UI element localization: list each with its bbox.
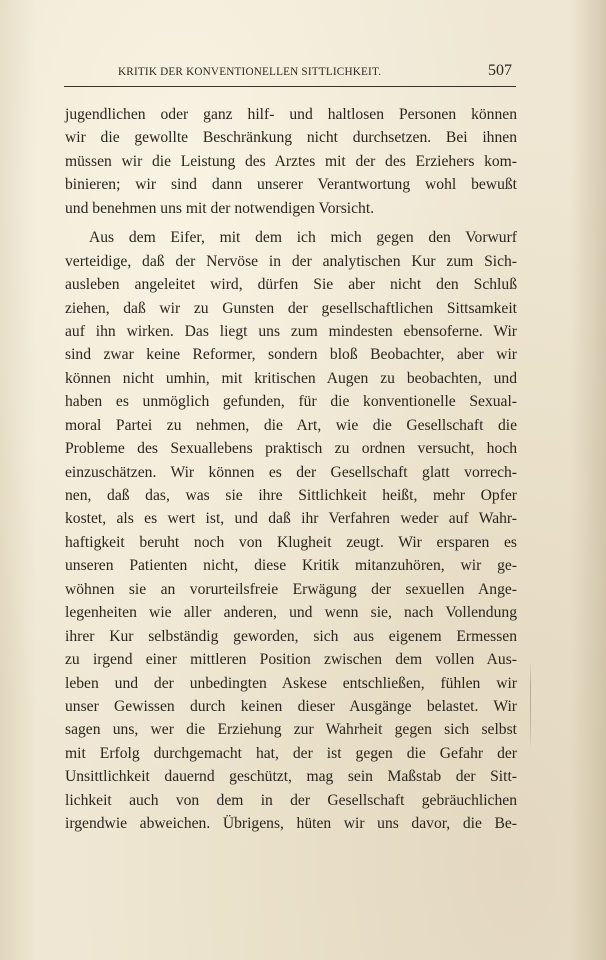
text-line: müssen wir die Leistung des Arztes mit der des Erziehers kom- (65, 152, 517, 170)
running-head (64, 62, 516, 87)
running-title: KRITIK DER KONVENTIONELLEN SITTLICHKEIT. (118, 66, 382, 78)
text-line: zu irgend einer mittleren Position zwischen dem vollen Aus- (65, 651, 517, 669)
text-line: unseren Patienten nicht, diese Kritik mitanzuhören, wir ge- (65, 557, 517, 575)
text-line: und benehmen uns mit der notwendigen Vorsicht. (65, 199, 375, 217)
text-line: nen, daß das, was sie ihre Sittlichkeit heißt, mehr Opfer (65, 487, 517, 504)
text-line: haben es unmöglich gefunden, für die konventionelle Sexual- (65, 393, 517, 411)
paragraph (65, 103, 517, 220)
text-line: auf ihn wirken. Das liegt uns zum mindesten ebensoferne. Wir (65, 322, 517, 340)
text-line: unser Gewissen durch keinen dieser Ausgänge belastet. Wir (65, 697, 517, 715)
text-line: haftigkeit beruht noch von Klugheit zeugt. Wir ersparen es (65, 533, 517, 551)
text-line: binieren; wir sind dann unserer Verantwortung wohl bewußt (65, 176, 517, 194)
text-line: moral Partei zu nehmen, die Art, wie die Gesellschaft die (65, 416, 517, 434)
text-line: wöhnen sie an vorurteilsfreie Erwägung der sexuellen Ange- (65, 580, 517, 598)
text-line: wir die gewollte Beschränkung nicht durchsetzen. Bei ihnen (65, 129, 517, 147)
text-line: legenheiten wie aller anderen, und wenn sie, nach Vollendung (65, 604, 517, 622)
margin-pencil-mark (530, 660, 531, 750)
page-number: 507 (488, 62, 512, 79)
text-line: einzuschätzen. Wir können es der Gesellschaft glatt vorrech- (65, 463, 517, 481)
text-line: können nicht umhin, mit kritischen Augen zu beobachten, und (65, 369, 517, 387)
text-line: sagen uns, wer die Erziehung zur Wahrheit gegen sich selbst (65, 721, 517, 739)
paragraph (65, 226, 517, 835)
text-line: sind zwar keine Reformer, sondern bloß Beobachter, aber wir (65, 346, 517, 364)
text-line: leben und der unbedingten Askese entschließen, fühlen wir (65, 674, 517, 692)
text-line: kostet, als es wert ist, und daß ihr Verfahren weder auf Wahr- (65, 510, 517, 528)
text-line: ziehen, daß wir zu Gunsten der gesellschaftlichen Sittsamkeit (65, 299, 517, 317)
text-line: lichkeit auch von dem in der Gesellschaft gebräuchlichen (65, 791, 517, 809)
text-line: Unsittlichkeit dauernd geschützt, mag sein Maßstab der Sitt- (65, 768, 517, 786)
body-text (65, 103, 517, 836)
text-line: Aus dem Eifer, mit dem ich mich gegen den Vorwurf (89, 229, 517, 247)
text-line: Probleme des Sexuallebens praktisch zu ordnen versucht, hoch (65, 440, 517, 458)
text-line: verteidige, daß der Nervöse in der analytischen Kur zum Sich- (65, 252, 517, 270)
text-line: ihrer Kur selbständig geworden, sich aus eigenem Ermessen (65, 627, 517, 645)
text-line: mit Erfolg durchgemacht hat, der ist gegen die Gefahr der (65, 744, 517, 762)
text-line: ausleben angeleitet wird, dürfen Sie aber nicht den Schluß (65, 276, 517, 294)
text-line: jugendlichen oder ganz hilf- und haltlosen Personen können (65, 106, 517, 123)
text-line: irgendwie abweichen. Übrigens, hüten wir uns davor, die Be- (65, 815, 517, 833)
